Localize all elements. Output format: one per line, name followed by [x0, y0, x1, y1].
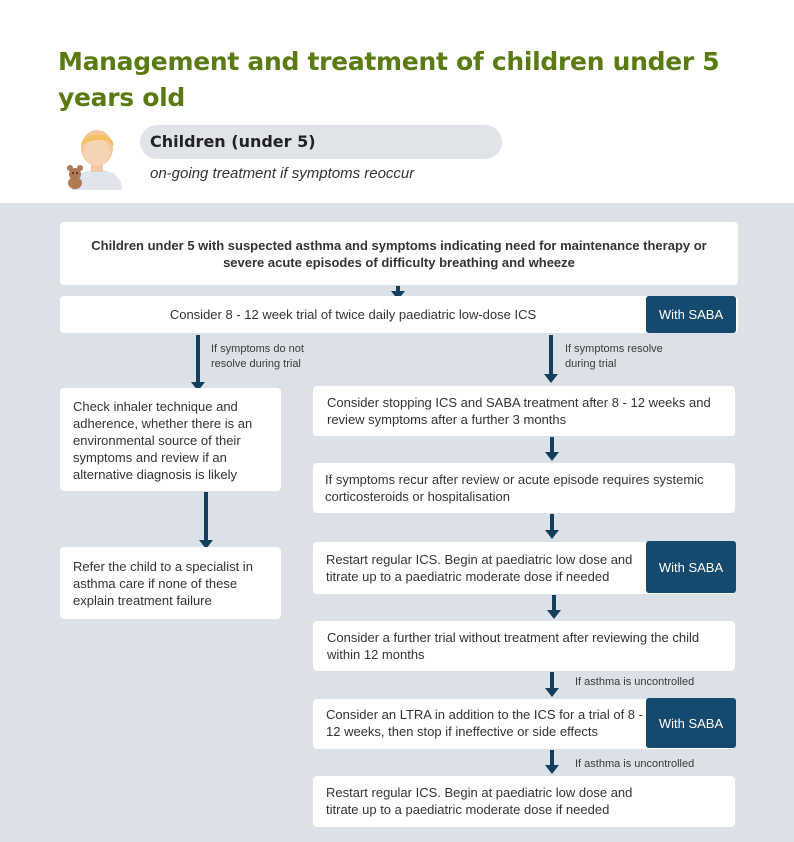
flow-box-refer-specialist: Refer the child to a specialist in asthma care if none of these explain treatment failure: [60, 547, 281, 619]
age-group-pill: Children (under 5): [140, 125, 502, 159]
flow-arrow: [545, 672, 559, 697]
with-saba-badge: With SABA: [646, 698, 736, 748]
branch-label-uncontrolled: If asthma is uncontrolled: [575, 758, 695, 770]
flow-arrow: [545, 514, 559, 539]
flow-box-restart-ics-text: Restart regular ICS. Begin at paediatric low dose and titrate up to a paediatric moderate dose if needed: [326, 552, 633, 584]
flow-box-restart-ics-final-text: Restart regular ICS. Begin at paediatric low dose and titrate up to a paediatric moderate dose if needed: [326, 785, 633, 817]
flow-arrow: [545, 750, 559, 774]
flow-arrow: [191, 335, 205, 391]
flow-box-stop-ics: Consider stopping ICS and SABA treatment after 8 - 12 weeks and review symptoms after a further 3 months: [313, 386, 735, 436]
flow-box-trial: [60, 296, 738, 333]
flow-arrow: [547, 595, 561, 619]
flow-arrow: [544, 335, 558, 383]
flow-arrow: [545, 437, 559, 461]
page-title: Management and treatment of children under 5 years old: [58, 47, 720, 112]
subtitle: on-going treatment if symptoms reoccur: [150, 165, 415, 182]
branch-label-not-resolve: If symptoms do not resolve during trial: [211, 343, 304, 370]
with-saba-badge: With SABA: [646, 541, 736, 593]
flow-box-trial-text: Consider 8 - 12 week trial of twice daily paediatric low-dose ICS: [169, 307, 537, 322]
flow-box-ltra-text: Consider an LTRA in addition to the ICS for a trial of 8 - 12 weeks, then stop if ineffective or side effects: [326, 707, 643, 739]
with-saba-badge: With SABA: [646, 296, 736, 333]
flow-box-symptoms-recur: If symptoms recur after review or acute episode requires systemic corticosteroids or hospitalisation: [313, 463, 735, 513]
flow-box-initial-text: Children under 5 with suspected asthma and symptoms indicating need for maintenance therapy or severe acute episodes of difficulty breathing and wheeze: [91, 237, 707, 270]
child-with-teddy-bear-icon: [58, 124, 124, 190]
branch-label-resolve: If symptoms resolve during trial: [565, 343, 663, 370]
flow-arrow: [199, 492, 213, 549]
flow-box-initial: [60, 222, 738, 285]
flow-box-check-inhaler: Check inhaler technique and adherence, whether there is an environmental source of their symptoms and review if an alternative diagnosis is likely: [60, 388, 281, 491]
flow-box-further-trial: Consider a further trial without treatment after reviewing the child within 12 months: [313, 621, 735, 671]
flow-box-restart-ics-final: [313, 776, 735, 827]
branch-label-uncontrolled: If asthma is uncontrolled: [575, 676, 695, 688]
